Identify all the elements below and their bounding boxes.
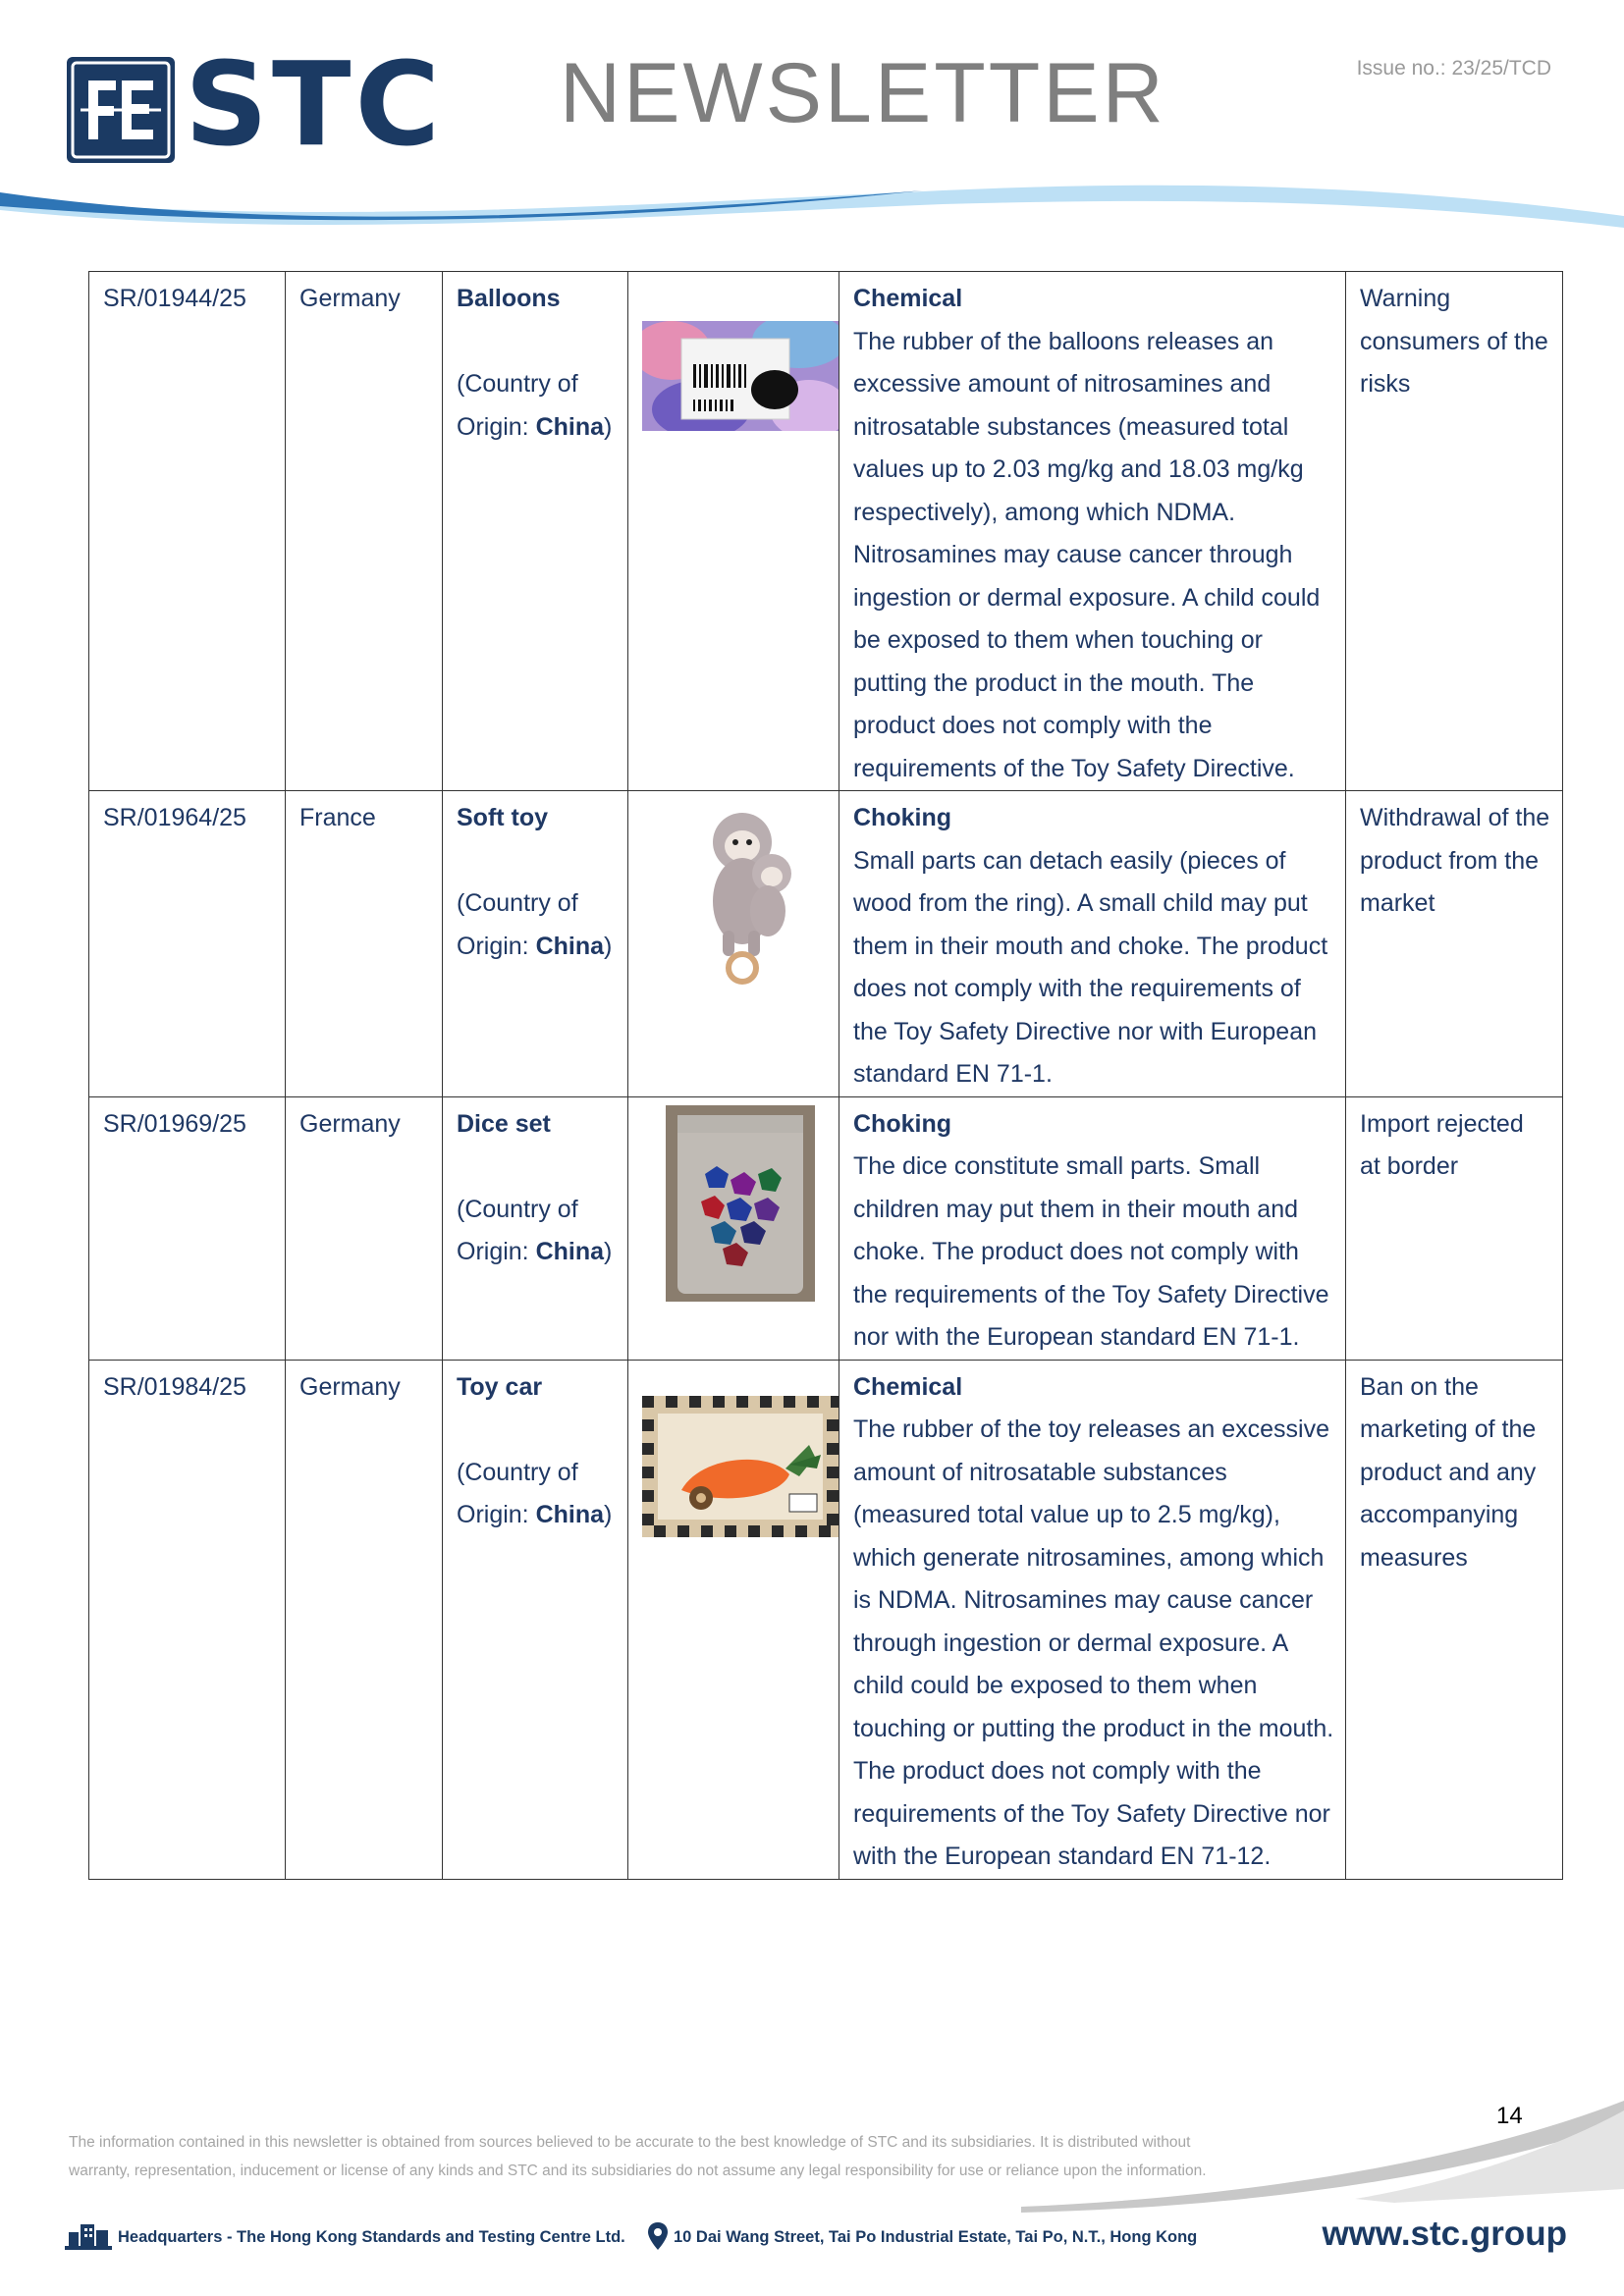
risk-description-line: ingestion or dermal exposure. A child could [853, 583, 1321, 612]
measures-cell [1346, 1360, 1563, 1879]
measure-line: consumers of the [1360, 327, 1548, 355]
product-cell [443, 272, 628, 791]
disclaimer-line: The information contained in this newsletter is obtained from sources believed to be accurate to the best knowledge of STC and its subsidiaries. It is distributed without [69, 2134, 1191, 2151]
measure-line: at border [1360, 1152, 1459, 1180]
measures-cell [1346, 791, 1563, 1097]
risk-description-line: is NDMA. Nitrosamines may cause cancer [853, 1586, 1314, 1614]
risk-description-line: Nitrosamines may cause cancer through [853, 541, 1293, 568]
sloth-soft-toy-photo-icon [699, 803, 807, 989]
risk-description-line: choke. The product does not comply with [853, 1238, 1299, 1265]
address-text: 10 Dai Wang Street, Tai Po Industrial Estate, Tai Po, N.T., Hong Kong [674, 2228, 1198, 2246]
measure-line: product and any [1360, 1458, 1537, 1486]
risk-description-line: does not comply with the requirements of [853, 975, 1301, 1002]
toy-car-box-photo-icon [642, 1396, 839, 1537]
risk-description-line: The rubber of the toy releases an excessive [853, 1415, 1329, 1443]
table-row [89, 1096, 1563, 1360]
risk-description-line: values up to 2.03 mg/kg and 18.03 mg/kg [853, 455, 1304, 483]
newsletter-title: NEWSLETTER [560, 46, 1166, 140]
measure-line: product from the [1360, 846, 1540, 875]
measure-line: risks [1360, 370, 1411, 398]
measure-line: Warning [1360, 285, 1451, 312]
product-image-cell [628, 791, 839, 1097]
disclaimer [69, 2128, 1345, 2185]
risk-description-line: the Toy Safety Directive nor with European [853, 1017, 1318, 1045]
measure-line: Ban on the [1360, 1372, 1479, 1401]
risk-description-line: (measured total value up to 2.5 mg/kg), [853, 1501, 1280, 1528]
risk-description-line: be exposed to them when touching or [853, 626, 1263, 654]
origin-line-2: Origin: China) [457, 1501, 613, 1528]
balloons-package-photo-icon [642, 321, 839, 431]
issue-number: Issue no.: 23/25/TCD [1356, 57, 1551, 80]
risk-description-line: Small parts can detach easily (pieces of [853, 846, 1286, 875]
stc-logo [67, 36, 479, 172]
table-row [89, 272, 1563, 791]
product-name: Soft toy [457, 804, 549, 831]
origin-country: China [535, 412, 605, 441]
country-cell: Germany [286, 1096, 443, 1360]
risk-cell [839, 1360, 1346, 1879]
table-row [89, 791, 1563, 1097]
measures-cell [1346, 1096, 1563, 1360]
risk-description-line: putting the product in the mouth. The [853, 668, 1255, 697]
product-name: Dice set [457, 1109, 551, 1138]
product-cell [443, 1096, 628, 1360]
risk-description-line: The product does not comply with the [853, 1757, 1262, 1785]
origin-country: China [535, 1501, 605, 1528]
origin-line-1: (Country of [457, 370, 578, 398]
dice-set-bag-photo-icon [666, 1105, 815, 1302]
stc-logo-mark-icon [67, 57, 175, 163]
reference-cell: SR/01969/25 [89, 1096, 286, 1360]
reference-cell: SR/01964/25 [89, 791, 286, 1097]
risk-description-line: excessive amount of nitrosamines and [853, 370, 1272, 398]
measure-line: Import rejected [1360, 1109, 1524, 1138]
risk-description-line: nitrosatable substances (measured total [853, 412, 1289, 441]
risk-type: Chemical [853, 285, 963, 312]
risk-cell [839, 791, 1346, 1097]
headquarters-text: Headquarters - The Hong Kong Standards and Testing Centre Ltd. [118, 2228, 625, 2246]
origin-line-1: (Country of [457, 1458, 578, 1486]
risk-description-line: nor with the European standard EN 71-1. [853, 1323, 1300, 1351]
product-image-cell [628, 272, 839, 791]
risk-type: Chemical [853, 1372, 963, 1401]
reference-cell: SR/01984/25 [89, 1360, 286, 1879]
page-number: 14 [1496, 2103, 1523, 2129]
risk-description-line: The dice constitute small parts. Small [853, 1152, 1261, 1180]
risk-type: Choking [853, 804, 951, 831]
measure-line: Withdrawal of the [1360, 804, 1550, 831]
risk-description-line: which generate nitrosamines, among which [853, 1543, 1325, 1572]
product-image-cell [628, 1096, 839, 1360]
measures-cell [1346, 272, 1563, 791]
header-swoosh-decoration [0, 177, 1624, 255]
measure-line: market [1360, 889, 1435, 917]
risk-description-line: respectively), among which NDMA. [853, 498, 1236, 526]
table-row [89, 1360, 1563, 1879]
origin-country: China [535, 932, 605, 960]
country-cell: Germany [286, 272, 443, 791]
risk-description-line: with the European standard EN 71-12. [853, 1842, 1272, 1870]
location-pin-icon [648, 2222, 668, 2255]
risk-description-line: requirements of the Toy Safety Directive. [853, 754, 1295, 782]
product-cell [443, 1360, 628, 1879]
risk-description-line: child could be exposed to them when [853, 1672, 1258, 1699]
product-name: Balloons [457, 285, 561, 312]
risk-type: Choking [853, 1109, 951, 1138]
risk-description-line: requirements of the Toy Safety Directive nor [853, 1799, 1330, 1828]
origin-line-2: Origin: China) [457, 412, 613, 441]
recall-records-table [88, 271, 1563, 1880]
risk-cell [839, 272, 1346, 791]
risk-description-line: touching or putting the product in the mouth. [853, 1714, 1334, 1742]
risk-description-line: amount of nitrosatable substances [853, 1458, 1227, 1486]
reference-cell: SR/01944/25 [89, 272, 286, 791]
country-cell: Germany [286, 1360, 443, 1879]
country-cell: France [286, 791, 443, 1097]
measure-line: measures [1360, 1543, 1468, 1572]
risk-cell [839, 1096, 1346, 1360]
origin-line-1: (Country of [457, 1195, 578, 1223]
risk-description-line: them in their mouth and choke. The product [853, 932, 1328, 960]
risk-description-line: children may put them in their mouth and [853, 1195, 1299, 1223]
building-icon [65, 2220, 112, 2255]
risk-description-line: product does not comply with the [853, 712, 1213, 739]
origin-line-2: Origin: China) [457, 1238, 613, 1265]
origin-country: China [535, 1238, 605, 1265]
disclaimer-line: warranty, representation, inducement or license of any kinds and STC and its subsidiaries do not assume any legal responsibility for use or reliance upon the information. [69, 2163, 1207, 2179]
risk-description-line: wood from the ring). A small child may put [853, 889, 1308, 917]
origin-line-2: Origin: China) [457, 932, 613, 960]
stc-logo-text: STC [185, 36, 445, 172]
website-link[interactable]: www.stc.group [1322, 2215, 1567, 2253]
page-header [0, 0, 1624, 255]
measure-line: marketing of the [1360, 1415, 1537, 1443]
measure-line: accompanying [1360, 1501, 1519, 1528]
origin-line-1: (Country of [457, 889, 578, 917]
risk-description-line: standard EN 71-1. [853, 1060, 1053, 1088]
product-image-cell [628, 1360, 839, 1879]
product-cell [443, 791, 628, 1097]
product-name: Toy car [457, 1372, 543, 1401]
risk-description-line: The rubber of the balloons releases an [853, 327, 1274, 355]
page-footer [65, 2215, 1567, 2264]
risk-description-line: the requirements of the Toy Safety Directive [853, 1280, 1329, 1308]
risk-description-line: through ingestion or dermal exposure. A [853, 1629, 1289, 1657]
